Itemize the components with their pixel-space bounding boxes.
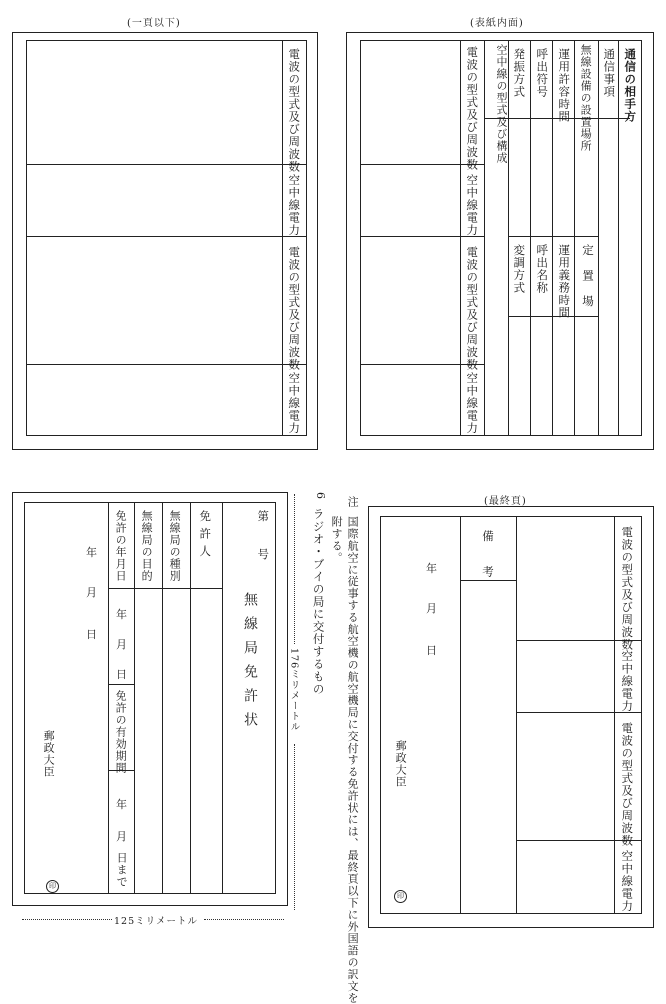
header-permitted-hours: 運用許容時間: [557, 48, 572, 123]
note-item-number: 6: [314, 492, 328, 500]
sub-header-divider: [574, 236, 598, 237]
license-date-day: 日: [116, 668, 127, 681]
issue-day: 日: [86, 628, 97, 641]
seal-mark: 印: [394, 890, 407, 903]
validity-month: 月: [116, 830, 127, 843]
row-label-emission-frequency: 電波の型式及び周波数: [620, 722, 635, 847]
sub-header-divider: [508, 236, 530, 237]
field-label-divider: [134, 588, 162, 589]
header-mandatory-hours: 運用義務時間: [557, 244, 572, 319]
row-divider: [26, 164, 307, 165]
row-label-antenna-power: 空中線電力: [620, 850, 635, 913]
label-column-divider: [282, 40, 283, 436]
row-label-emission-frequency: 電波の型式及び周波数: [620, 526, 635, 651]
field-label-station-purpose: 無線局の目的: [140, 510, 154, 582]
validity-year: 年: [116, 798, 127, 811]
header-modulation-method: 変調方式: [512, 244, 527, 294]
field-label-divider: [162, 588, 190, 589]
issue-year: 年: [86, 546, 97, 559]
header-emission-method: 発振方式: [512, 48, 527, 98]
field-label-divider: [108, 770, 134, 771]
header-communication-matters: 通信事項: [602, 48, 617, 98]
row-label-emission-frequency: 電波の型式及び周波数: [465, 246, 480, 371]
row-label-antenna-power: 空中線電力: [287, 174, 302, 237]
row-label-antenna-power: 空中線電力: [465, 174, 480, 237]
row-label-antenna-power: 空中線電力: [287, 372, 302, 435]
row-divider: [26, 236, 307, 237]
license-title: 無線局免許状: [242, 592, 258, 736]
column-divider: [618, 40, 619, 436]
minister-title: 郵政大臣: [394, 740, 408, 788]
row-divider: [360, 164, 460, 165]
height-dimension-label: 176ミリメートル: [288, 648, 300, 733]
sub-header-divider: [574, 316, 598, 317]
note-international-aviation: 国際航空に従事する航空機の航空機局に交付する免許状には、最終頁以下に外国語の訳文を: [346, 516, 360, 1004]
issue-year: 年: [426, 562, 437, 575]
header-installation-location: 無線設備の設置場所: [579, 44, 593, 152]
row-label-emission-frequency: 電波の型式及び周波数: [465, 46, 480, 171]
field-label-divider: [108, 684, 134, 685]
sub-header-divider: [552, 236, 574, 237]
row-label-antenna-power: 空中線電力: [465, 372, 480, 435]
caption-last-page: (最終頁): [484, 496, 527, 507]
validity-day-until: 日まで: [115, 852, 129, 888]
label-column-divider: [614, 516, 615, 914]
field-label-divider: [190, 588, 222, 589]
width-dimension-line: [22, 919, 112, 920]
field-label-station-kind: 無線局の種別: [168, 510, 182, 582]
license-date-year: 年: [116, 608, 127, 621]
inner-frame: [26, 40, 307, 436]
column-divider: [574, 40, 575, 436]
column-divider: [552, 40, 553, 436]
field-label-divider: [108, 588, 134, 589]
row-divider: [360, 236, 460, 237]
column-divider: [222, 502, 223, 894]
height-dimension-line: [294, 744, 295, 910]
license-number-prefix: 第: [256, 510, 271, 523]
minister-title: 郵政大臣: [42, 730, 56, 778]
field-label-validity: 免許の有効期間: [114, 690, 128, 774]
row-label-emission-frequency: 電波の型式及び周波数: [287, 48, 302, 173]
issue-month: 月: [86, 586, 97, 599]
field-label-license-date: 免許の年月日: [114, 510, 128, 582]
header-communication-partner: 通信の相手方: [623, 48, 638, 123]
remarks-label: 備考: [481, 530, 495, 601]
column-divider: [108, 502, 109, 894]
column-divider: [598, 40, 599, 436]
header-call-sign: 呼出符号: [535, 48, 550, 98]
sub-header-divider: [530, 236, 552, 237]
sub-header-divider: [508, 316, 530, 317]
caption-inside-cover: (表紙内面): [470, 18, 524, 29]
width-dimension-line: [204, 919, 284, 920]
header-call-name: 呼出名称: [535, 244, 550, 294]
issue-month: 月: [426, 602, 437, 615]
header-fixed-location: 定置場: [581, 244, 595, 321]
column-divider: [460, 516, 461, 914]
column-divider: [190, 502, 191, 894]
license-number-suffix: 号: [256, 548, 271, 561]
column-divider: [162, 502, 163, 894]
row-divider: [360, 364, 460, 365]
sub-header-divider: [552, 316, 574, 317]
remarks-divider: [460, 580, 516, 581]
column-divider: [516, 516, 517, 914]
row-label-antenna-power: 空中線電力: [620, 650, 635, 713]
height-dimension-line: [294, 494, 295, 644]
column-divider: [508, 40, 509, 436]
content-divider: [460, 40, 461, 436]
seal-mark: 印: [46, 880, 59, 893]
caption-first-page: (一頁以下): [127, 18, 181, 29]
issue-day: 日: [426, 644, 437, 657]
license-date-month: 月: [116, 638, 127, 651]
inner-frame: [380, 516, 642, 914]
column-divider: [484, 40, 485, 436]
row-divider: [26, 364, 307, 365]
width-dimension-label: 125ミリメートル: [114, 916, 198, 927]
column-divider: [530, 40, 531, 436]
column-divider: [134, 502, 135, 894]
row-label-emission-frequency: 電波の型式及び周波数: [287, 246, 302, 371]
field-label-licensee: 免許人: [198, 510, 213, 563]
note-label: 注: [346, 496, 360, 508]
header-antenna-config: 空中線の型式及び構成: [495, 44, 508, 164]
sub-header-divider: [530, 316, 552, 317]
note-attach-translation: 附する。: [330, 516, 344, 564]
note-radio-buoy: ラジオ・ブイの局に交付するもの: [311, 508, 326, 696]
